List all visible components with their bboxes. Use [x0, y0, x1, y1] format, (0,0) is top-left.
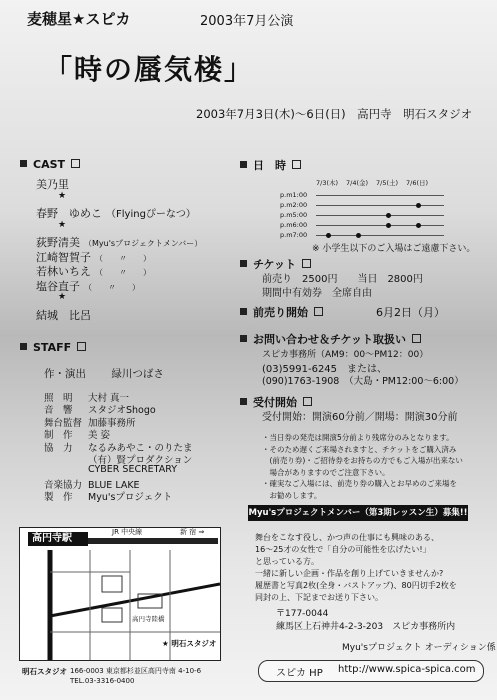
director-name: 緑川つばさ — [111, 368, 164, 380]
schedule-note: ※ 小学生以下のご入場はご遠慮下さい。 — [312, 244, 476, 254]
schedule-show-dot — [386, 223, 391, 228]
cast-name: 結城 比呂 — [36, 308, 91, 322]
director-label: 作・演出 — [44, 368, 86, 380]
schedule-day: 7/4(金) — [346, 179, 369, 187]
website-url[interactable]: http://www.spica-spica.com — [338, 664, 476, 675]
presale-date: 6月2日（月） — [376, 306, 445, 319]
contact-phone-1: (03)5991-6245 または、 — [262, 364, 388, 375]
contact-heading: お問い合わせ＆チケット取扱い — [240, 331, 421, 347]
staff-name: 美 姿 — [88, 430, 111, 442]
note-line: ・確実なご入場には、前売り券の購入とお早めのご来場を — [262, 479, 457, 488]
schedule-time: p.m7:00 — [280, 231, 308, 239]
schedule-show-dot — [326, 233, 331, 238]
staff-role: 舞台監督 — [44, 417, 83, 429]
map-venue-address: 166-0003 東京都杉並区高円寺南 4-10-6 — [70, 667, 202, 675]
recruit-line: 舞台をこなす役し、かつ声の仕事にも興味のある、 — [255, 533, 439, 542]
schedule-show-dot — [386, 213, 391, 218]
staff-name: スタジオShogo — [88, 405, 156, 417]
reception-text: 受付開始：開演60分前／開場：開演30分前 — [262, 412, 458, 423]
staff-role: 協 力 — [44, 442, 73, 454]
contact-office: スピカ事務所（AM9：00～PM12：00） — [262, 350, 429, 360]
staff-name: CYBER SECRETARY — [88, 464, 178, 476]
ticket-prices: 前売り 2500円 当日 2800円 — [262, 274, 423, 285]
contact-phone-2: (090)1763-1908 （大島・PM12:00～6:00） — [262, 376, 464, 387]
schedule-heading: 日 時 — [240, 157, 301, 173]
direction-label: 新 宿 ⇒ — [180, 528, 205, 536]
cast-name: 塩谷直子 — [36, 279, 80, 293]
cast-name: 春野 ゆめこ — [36, 207, 102, 220]
schedule-time: p.m5:00 — [280, 211, 308, 219]
note-line: (前売り券)・ご招待券をお持ちの方でもご入場が出来ない — [262, 456, 463, 465]
schedule-gridline — [316, 205, 444, 206]
troupe-name: 麦穂星★スピカ — [27, 10, 131, 28]
dates-venue: 2003年7月3日(木)～6日(日) 高円寺 明石スタジオ — [196, 107, 473, 121]
show-title: 「時の蜃気楼」 — [44, 53, 255, 86]
note-line: 場合がありますのでご注意下さい。 — [262, 467, 390, 477]
staff-role: 音 響 — [44, 405, 73, 417]
cast-name: 美乃里 — [36, 178, 69, 191]
recruit-line: と思っている方。 — [255, 557, 319, 566]
cast-member — [36, 278, 140, 294]
recruit-line: 履歴書と写真2枚(全身・バストアップ)、80円切手2枚を — [255, 581, 457, 590]
website-label: スピカ HP — [276, 668, 323, 679]
map-venue-tel: TEL.03-3316-0400 — [70, 677, 135, 685]
staff-name: BLUE LAKE — [88, 479, 140, 491]
director-row — [44, 366, 164, 381]
schedule-gridline — [316, 235, 444, 236]
recruit-line: 同封の上、下記までお送り下さい。 — [255, 593, 383, 602]
staff-name: 加藤事務所 — [88, 417, 136, 429]
cast-name: 江崎智賀子 — [36, 250, 91, 264]
block-3 — [102, 608, 122, 622]
note-line: ・当日券の発売は開演5分前より残席分のみとなります。 — [262, 433, 454, 442]
staff-name: Myu'sプロジェクト — [88, 492, 173, 504]
cast-note: （ 〃 ） — [84, 282, 140, 292]
staff-row — [44, 489, 172, 503]
station-name: 高円寺駅 — [32, 533, 72, 544]
cast-name: 荻野清美 — [36, 236, 80, 249]
note-line: ・そのため遅くご来場されますと、チケットをご購入済み — [262, 444, 457, 454]
cast-name: ★ — [58, 219, 67, 230]
schedule-time: p.m2:00 — [280, 201, 308, 209]
cast-note: （Myu'sプロジェクトメンバー） — [84, 239, 203, 248]
recruit-line: 16～25才の女性で「自分の可能性を広げたい!」 — [255, 545, 431, 554]
performance-label: 2003年7月公演 — [200, 14, 294, 29]
cast-note: （ 〃 ） — [95, 253, 151, 263]
cast-note: （ 〃 ） — [95, 268, 151, 277]
cast-member — [58, 292, 66, 302]
schedule-gridline — [316, 225, 444, 226]
staff-name: 大村 真一 — [88, 393, 130, 404]
staff-role: 音楽協力 — [44, 479, 83, 491]
recruit-address: 練馬区上石神井4-2-3-203 スピカ事務所内 — [276, 622, 456, 632]
recruit-postal: 〒177-0044 — [276, 609, 329, 619]
cast-member — [58, 191, 66, 201]
schedule-day: 7/3(木) — [316, 179, 339, 187]
map-venue-name: 明石スタジオ — [22, 667, 67, 676]
railway-line — [88, 538, 218, 544]
road-label: 高円寺陸橋 — [132, 615, 165, 623]
cast-name: ★ — [58, 292, 67, 302]
ome-road — [50, 584, 220, 616]
railway-name: JR 中央線 — [112, 528, 143, 536]
staff-role: 照 明 — [44, 393, 73, 404]
staff-name: なるみあやこ・のりたま — [88, 442, 193, 454]
recruit-attn: Myu'sプロジェクト オーディション係 — [342, 643, 496, 653]
presale-heading: 前売り開始 — [240, 304, 323, 320]
schedule-day: 7/6(日) — [406, 179, 429, 187]
cast-member — [58, 220, 66, 230]
schedule-gridline — [316, 215, 444, 216]
recruit-banner: Myu'sプロジェクトメンバー（第3期レッスン生）募集!! — [248, 505, 468, 521]
schedule-grid — [280, 178, 450, 242]
schedule-time: p.m6:00 — [280, 221, 308, 229]
schedule-gridline — [316, 195, 444, 196]
cast-name: ★ — [58, 190, 67, 201]
staff-name: （有）賢プロダクション — [88, 455, 193, 466]
cast-heading: CAST — [20, 158, 80, 171]
recruit-line: 一緒に新しい企画・作品を創り上げていきませんか? — [255, 569, 444, 578]
schedule-show-dot — [416, 223, 421, 228]
venue-marker: ★ 明石スタジオ — [162, 639, 217, 648]
staff-role: 製 作 — [44, 492, 73, 504]
venue-map — [19, 527, 221, 661]
reception-heading: 受付開始 — [240, 394, 312, 410]
staff-role: 制 作 — [44, 430, 73, 442]
ticket-note: 期間中有効券 全席自由 — [262, 288, 372, 299]
staff-heading: STAFF — [20, 341, 86, 354]
schedule-show-dot — [356, 233, 361, 238]
cast-note: （Flyingぴーなつ） — [106, 209, 196, 220]
ticket-heading: チケット — [240, 256, 311, 272]
schedule-day: 7/5(土) — [376, 179, 399, 187]
cast-member — [36, 307, 91, 323]
cast-name: 若林いちえ — [36, 265, 91, 278]
block-1 — [102, 576, 122, 592]
staff-row — [44, 464, 177, 475]
schedule-show-dot — [416, 203, 421, 208]
schedule-time: p.m1:00 — [280, 191, 308, 199]
note-line: お勧めします。 — [262, 490, 322, 500]
